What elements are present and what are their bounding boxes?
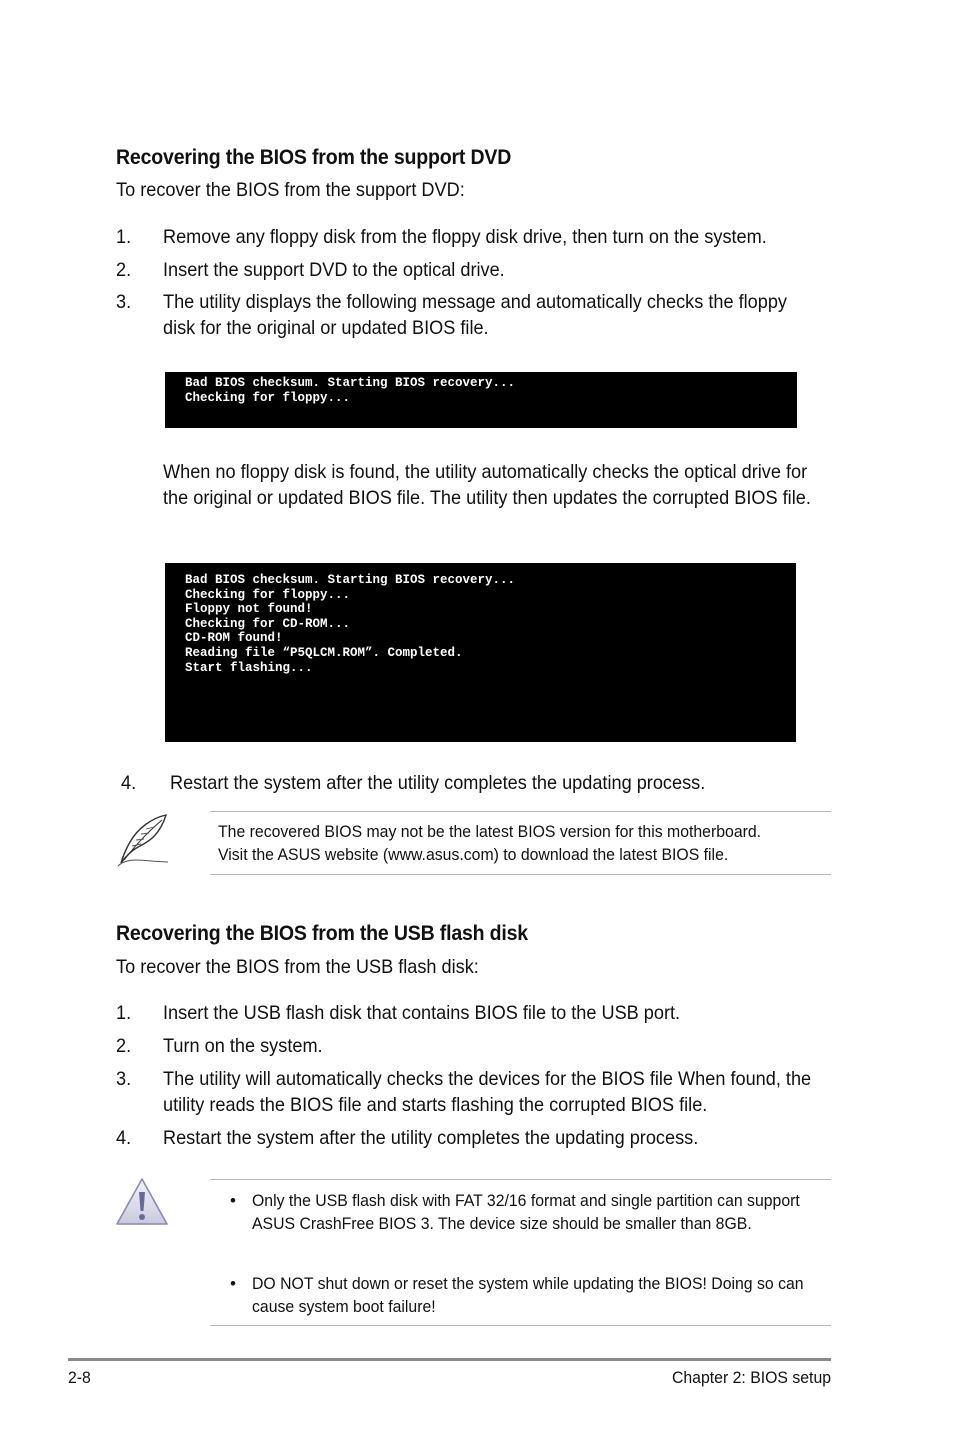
console-line: Start flashing... [185,660,313,675]
step-text: Restart the system after the utility completes the updating process. [163,1127,699,1149]
note-line: Visit the ASUS website (www.asus.com) to download the latest BIOS file. [218,845,729,864]
console-line: Bad BIOS checksum. Starting BIOS recovery... [185,376,516,390]
step-text: Insert the support DVD to the optical drive. [163,259,505,281]
step-number: 3. [116,1068,132,1090]
step-number: 4. [116,1127,132,1149]
bios-console-output [165,563,796,742]
section-intro-dvd: To recover the BIOS from the support DVD: [116,179,465,201]
chapter-title: Chapter 2: BIOS setup [671,1368,831,1387]
warning-top-rule [210,1179,831,1180]
step-text: Turn on the system. [163,1035,323,1057]
note-top-rule [210,811,831,812]
step-number: 4. [121,772,137,794]
paragraph: When no floppy disk is found, the utility automatically checks the optical drive for the original or updated BIOS file. The utility then updates the corrupted BIOS file. [163,461,811,509]
warning-triangle-icon [114,1176,170,1228]
bios-console-output [165,372,797,428]
step-number: 2. [116,259,132,281]
feather-pen-icon [112,812,172,868]
console-line: Checking for floppy... [185,587,351,602]
console-line: Bad BIOS checksum. Starting BIOS recovery... [185,573,516,587]
section-heading-usb: Recovering the BIOS from the USB flash disk [116,922,528,945]
console-line: Floppy not found! [185,602,313,617]
warning-bullet-text: DO NOT shut down or reset the system while updating the BIOS! Doing so can cause system boot failure! [252,1274,804,1316]
warning-bottom-rule [210,1325,831,1326]
step-number: 1. [116,226,132,248]
console-line: Checking for CD-ROM... [185,616,351,631]
bullet-symbol: • [230,1191,236,1210]
footer-rule [68,1358,831,1361]
note-line: The recovered BIOS may not be the latest BIOS version for this motherboard. [218,822,762,841]
note-bottom-rule [210,874,831,875]
console-line: Reading file “P5QLCM.ROM”. Completed. [185,645,463,660]
step-number: 2. [116,1035,132,1057]
page-number: 2-8 [68,1368,91,1387]
warning-bullet-text: Only the USB flash disk with FAT 32/16 format and single partition can support ASUS CrashFree BIOS 3. The device size should be smaller than 8GB. [252,1191,800,1233]
section-intro-usb: To recover the BIOS from the USB flash disk: [116,956,479,978]
step-number: 3. [116,291,132,313]
step-text: The utility will automatically checks the devices for the BIOS file When found, the utility reads the BIOS file and starts flashing the corrupted BIOS file. [163,1068,812,1116]
console-line: CD-ROM found! [185,631,283,646]
step-text: The utility displays the following message and automatically checks the floppy disk for the original or updated BIOS file. [163,291,787,339]
bullet-symbol: • [230,1274,236,1293]
step-text: Insert the USB flash disk that contains BIOS file to the USB port. [163,1002,681,1024]
step-number: 1. [116,1002,132,1024]
console-line: Checking for floppy... [185,390,351,405]
section-heading-dvd: Recovering the BIOS from the support DVD [116,146,512,169]
step-text: Restart the system after the utility completes the updating process. [170,772,706,794]
step-text: Remove any floppy disk from the floppy disk drive, then turn on the system. [163,226,767,248]
